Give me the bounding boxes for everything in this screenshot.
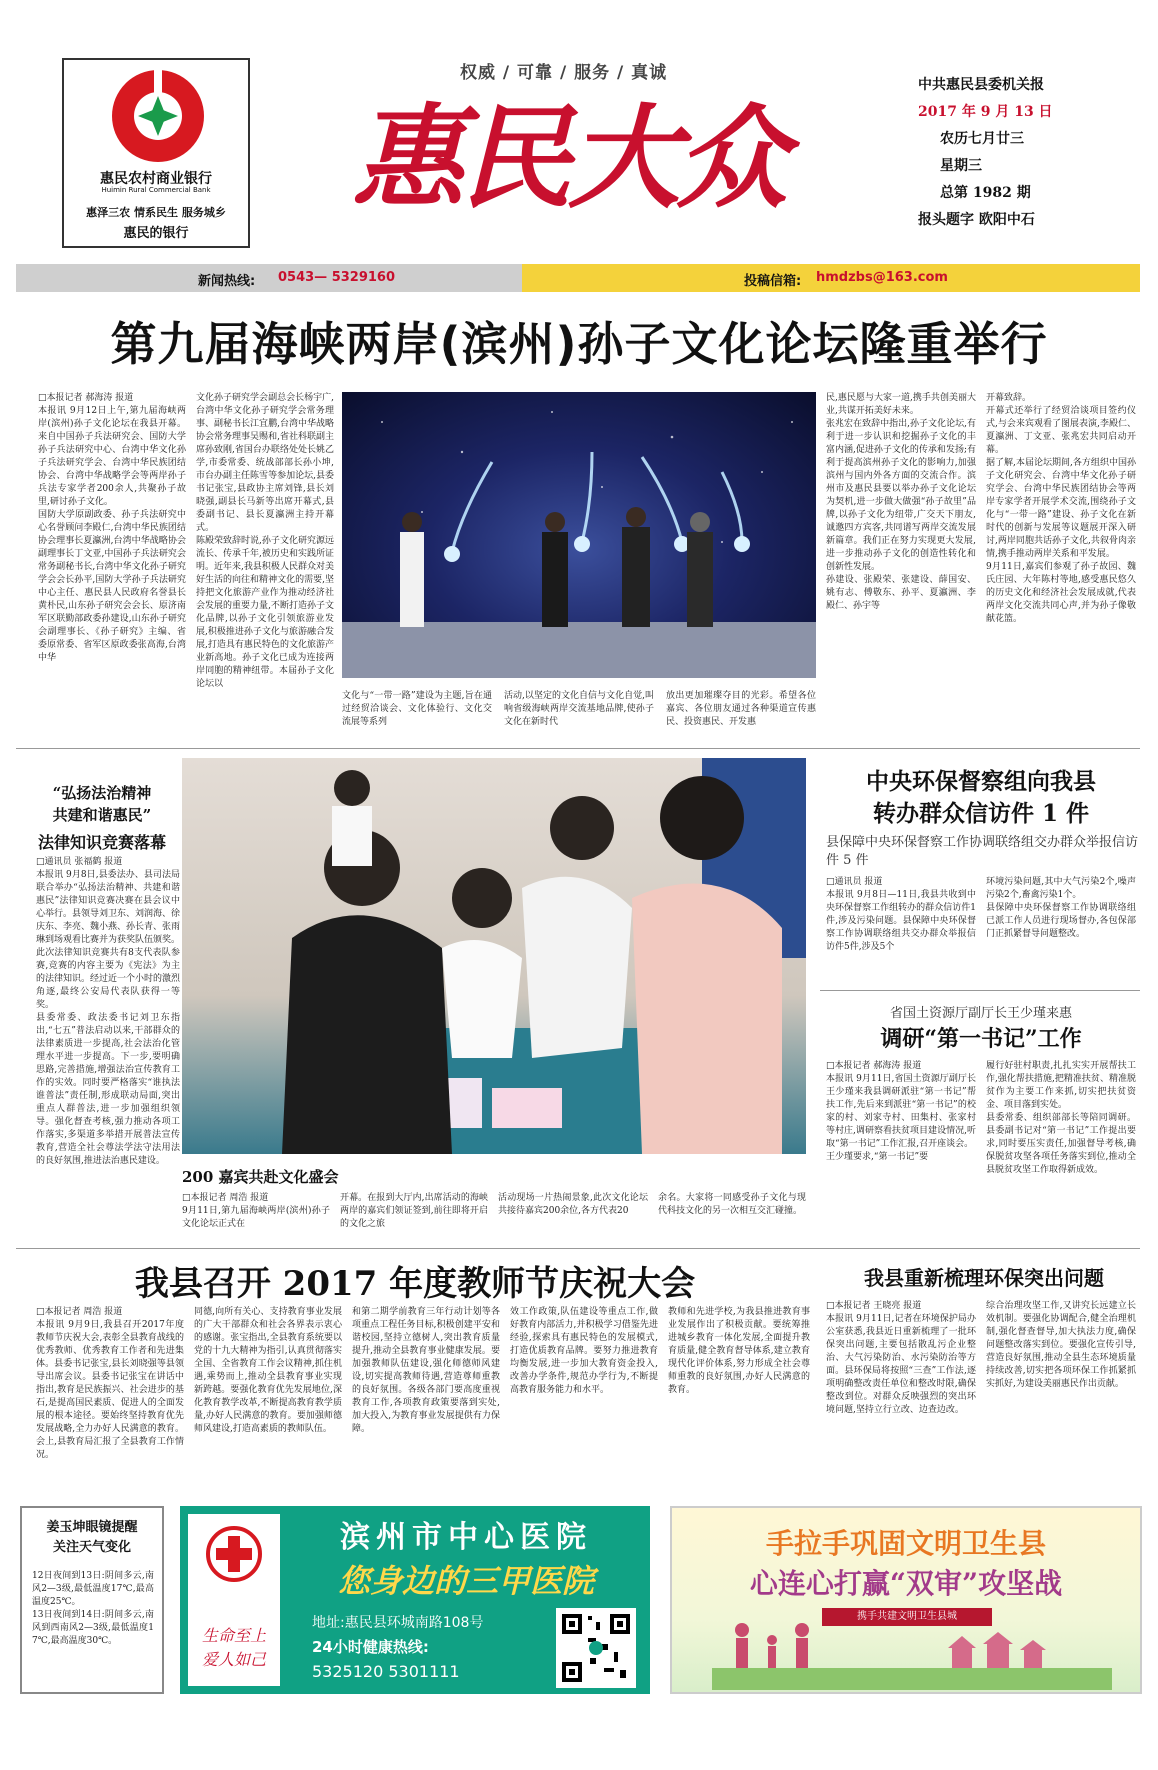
- family-silhouette-icon: [712, 1618, 1112, 1690]
- hospital-cross-icon: [206, 1526, 262, 1582]
- center-photo: [182, 758, 806, 1154]
- civic-ad: [670, 1506, 1142, 1694]
- lead-col-4: 开幕致辞。 开幕式还举行了经贸洽谈项目签约仪式,与会来宾观看了图展表演,李殿仁、夏瀛洲、丁文亚、张兆宏共同启动开幕。 据了解,本届论坛期间,各方组织中国孙子文化研究会、台湾中华文化孙子研究学会、台湾中华民族团结协会等两岸专家学者开展学术交流,围绕孙子文化与“一带一路”建设、孙子文化在新时代的创新与发展等议题展开深入研讨,两岸同胞共话孙子文化,共叙骨肉亲情,携手推动两岸关系和平发展。 9月11日,嘉宾们参观了孙子故园、魏氏庄园、大年陈村等地,感受惠民悠久的历史文化和经济社会发展成就,代表两岸文化交流共同心声,并为孙子像敬献花篮。: [986, 393, 1136, 624]
- bank-logo-icon: [108, 66, 208, 166]
- email-address: hmdzbs@163.com: [816, 270, 948, 285]
- email-label: 投稿信箱:: [744, 274, 802, 289]
- hospital-logo-panel: [188, 1514, 280, 1686]
- center-photo-col-1: □本报记者 周浩 报道 9月11日,第九届海峡两岸(滨州)孙子文化论坛正式在: [182, 1193, 330, 1229]
- hospital-slogan: 您身边的三甲医院: [337, 1562, 594, 1600]
- contact-bar: [16, 264, 1140, 292]
- center-photo-col-4: 余名。大家将一同感受孙子文化与现代科技文化的另一次相互交汇碰撞。: [658, 1193, 806, 1216]
- left-story-body: □通讯员 张福鹤 报道 本报讯 9月8日,县委法办、县司法局联合举办“弘扬法治精神、共建和谐惠民”法律知识竞赛决赛在县会议中心举行。县领导刘卫东、刘润海、徐庆东、李亮、魏小燕、孙长青、张雨琳到场观看比赛并为获奖队伍颁奖。 此次法律知识竞赛共有8支代表队参赛,竞赛的内容主要为《宪法》为主的法律知识。经过近一个小时的激烈角逐,最终公安局代表队获得一等奖。 县委常委、政法委书记刘卫东指出,“七五”普法启动以来,干部群众的法律素质进一步提高,社会法治化管理水平进一步提高。下一步,要明确思路,完善措施,增强法治宣传教育工作的实效。同时要严格落实“谁执法谁普法”责任制,形成联动局面,突出重点人群普法,进一步加强组织领导。强化督查考核,强力推动各项工作落实,多渠道多举措开展普法宣传教育,营造全社会尊法学法守法用法的良好氛围,推进法治惠民建设。: [36, 857, 180, 1166]
- lead-under-photo-2: 活动,以坚定的文化自信与文化自觉,叫响省级海峡两岸交流基地品牌,使孙子文化在新时代: [504, 691, 654, 727]
- left-story-title: 法律知识竞赛落幕: [37, 833, 166, 852]
- weather-box: [20, 1506, 164, 1694]
- teachers-col-2: 同德,向所有关心、支持教育事业发展的广大干部群众和社会各界表示衷心的感谢。张宝指出,全县教育系统要以党的十九大精神为指引,认真贯彻落实全国、全省教育工作会议精神,抓住机遇,乘势而上,推动全县教育事业实现新跨越。要强化教育优先发展地位,深化教育教学改革,不断提高教育教学质量,办好人民满意的教育。要加强师德师风建设,打造高素质的教师队伍。: [194, 1307, 342, 1434]
- masthead-title: 惠民大众: [352, 93, 784, 224]
- bank-slogan: 惠泽三农 情系民生 服务城乡: [86, 206, 226, 219]
- hospital-name: 滨州市中心医院: [340, 1520, 592, 1555]
- weather-body: 12日夜间到13日:阴间多云,南风2—3级,最低温度17℃,最高温度25℃。 13日夜间到14日:阴间多云,南风到西南风2—3级,最低温度17℃,最高温度30℃。: [32, 1571, 154, 1646]
- center-photo-col-3: 活动现场一片热闹景象,此次文化论坛共接待嘉宾200余位,各方代表20: [498, 1193, 648, 1216]
- lead-under-photo-3: 放出更加璀璨夺目的光彩。希望各位嘉宾、各位朋友通过各种渠道宣传惠民、投资惠民、开发惠: [666, 691, 816, 727]
- hospital-motto: 生命至上 爱人如己: [201, 1626, 266, 1669]
- civic-ad-line-1: 手拉手巩固文明卫生县: [765, 1527, 1046, 1560]
- center-photo-col-2: 开幕。在报到大厅内,出席活动的海峡两岸的嘉宾们领证签到,前往即将开启的文化之旅: [340, 1193, 488, 1229]
- hospital-hotline-label: 24小时健康热线:: [312, 1638, 429, 1656]
- hospital-ad: [180, 1506, 650, 1694]
- teachers-col-4: 效工作政策,队伍建设等重点工作,做好教育内部活力,并积极学习借鉴先进经验,探索具有惠民特色的发展模式,打造优质教育品牌。要努力推进教育均衡发展,进一步加大教育资金投入,改善办学条件,规范办学行为,不断提高教育服务能力和水平。: [510, 1307, 658, 1395]
- env-col-1: □本报记者 王晓亮 报道 本报讯 9月11日,记者在环境保护局办公室获悉,我县近日重新梳理了一批环保突出问题,主要包括散乱污企业整治、大气污染防治、水污染防治等方面。县环保局将按照“三查”工作法,逐项明确整改责任单位和整改时限,确保整改到位。对群众反映强烈的突出环境问题,坚持立行立改、边查边改。: [826, 1301, 976, 1415]
- publisher-info: [918, 72, 1148, 234]
- hotline-number: 0543— 5329160: [278, 270, 396, 285]
- right-top-title: 中央环保督察组向我县 转办群众信访件 1 件: [866, 768, 1096, 827]
- divider: [16, 748, 1140, 749]
- lead-col-3: 民,惠民愿与大家一道,携手共创美丽大业,共谋开拓美好未来。 张兆宏在致辞中指出,孙子文化论坛,有利于进一步认识和挖掘孙子文化的丰富内涵,促进孙子文化的传承和发扬;有利于提高滨州孙子文化的影响力,加强滨州与国内外各方面的交流合作。滨州市及惠民县要以举办孙子文化论坛为契机,进一步做大做强“孙子故里”品牌,以孙子文化为纽带,广交天下朋友,诚邀四方宾客,共同谱写两岸交流发展新篇章。我们正在努力实现更大发展,进一步推动孙子文化的创造性转化和创新性发展。 孙建设、张殿荣、张建设、薛国安、姚有志、傅敬东、孙平、夏瀛洲、李殿仁、孙宇等: [826, 393, 976, 611]
- lunar-date: 农历七月廿三: [940, 131, 1024, 147]
- env-headline: 我县重新梳理环保突出问题: [864, 1266, 1104, 1290]
- civic-ad-banner: 携手共建文明卫生县城: [822, 1608, 992, 1626]
- lead-photo: [342, 392, 816, 678]
- issue-date: 2017 年 9 月 13 日: [918, 104, 1053, 120]
- civic-ad-line-2: 心连心打赢“双审”攻坚战: [749, 1567, 1063, 1600]
- qr-code-icon: [556, 1608, 636, 1688]
- center-photo-caption: 200 嘉宾共赴文化盛会: [182, 1168, 339, 1186]
- hotline-label: 新闻热线:: [198, 274, 256, 289]
- bank-ad-box: [62, 58, 250, 248]
- right-mid-col-1: □本报记者 郝海涛 报道 本报讯 9月11日,省国土资源厅副厅长王少瑾来我县调研派驻“第一书记”帮扶工作,先后来到派驻“第一书记”的校家的村、刘家寺村、田集村、张家村等村庄,调研察看扶贫项目建设情况,听取“第一书记”工作汇报,召开座谈会。 王少瑾要求,“第一书记”要: [826, 1061, 976, 1162]
- bank-name: 惠民农村商业银行: [100, 171, 212, 187]
- stage-ceremony-illustration: [342, 392, 816, 678]
- left-story-kicker: “弘扬法治精神 共建和谐惠民”: [52, 784, 152, 824]
- right-top-col-2: 环境污染问题,其中大气污染2个,噪声污染2个,畜禽污染1个。 县保障中央环保督察工作协调联络组已派工作人员进行现场督办,各包保部门正抓紧督导问题整改。: [986, 877, 1136, 939]
- right-top-subtitle: 县保障中央环保督察工作协调联络组交办群众举报信访件 5 件: [826, 835, 1139, 868]
- teachers-headline: 我县召开 2017 年度教师节庆祝大会: [134, 1264, 696, 1304]
- weekday: 星期三: [940, 158, 982, 174]
- lead-under-photo-1: 文化与“一带一路”建设为主题,旨在通过经贸洽谈会、文化体验行、文化交流展等系列: [342, 691, 492, 727]
- bank-tagline: 惠民的银行: [123, 226, 189, 241]
- issue-number: 总第 1982 期: [940, 185, 1031, 201]
- teachers-col-3: 和第二期学前教育三年行动计划等各项重点工程任务目标,积极创建平安和谐校园,坚持立德树人,突出教育质量提升,推动全县教育事业健康发展。要加强教师队伍建设,强化师德师风建设,切实提高教师待遇,营造尊师重教的良好氛围。各级各部门要高度重视教育工作,各项教育政策要落到实处,加大投入,为教育事业发展提供有力保障。: [352, 1307, 500, 1434]
- right-mid-kicker: 省国土资源厅副厅长王少瑾来惠: [889, 1006, 1072, 1021]
- calligraphy-credit: 报头题字 欧阳中石: [918, 212, 1035, 228]
- guest-registration-illustration: [182, 758, 806, 1154]
- bank-name-en: Huimin Rural Commercial Bank: [101, 186, 211, 194]
- divider: [16, 1248, 1140, 1249]
- masthead-motto: 权威 / 可靠 / 服务 / 真诚: [460, 63, 668, 83]
- hospital-phones: 5325120 5301111: [312, 1662, 460, 1681]
- teachers-col-1: □本报记者 周浩 报道 本报讯 9月9日,我县召开2017年度教师节庆祝大会,表彰全县教育战线的优秀教师、优秀教育工作者和先进集体。县委书记张宝,县长刘晓强等县领导出席会议。县委书记张宝在讲话中指出,教育是民族振兴、社会进步的基石,是提高国民素质、促进人的全面发展的根本途径。要始终坚持教育优先发展战略,全力办好人民满意的教育。会上,县教育局汇报了全县教育工作情况。: [36, 1307, 184, 1460]
- right-top-col-1: □通讯员 报道 本报讯 9月8日—11日,我县共收到中央环保督察工作组转办的群众信访件1件,涉及污染问题。县保障中央环保督察工作协调联络组共交办群众举报信访件5件,涉及5个: [826, 877, 976, 952]
- org-name: 中共惠民县委机关报: [918, 77, 1044, 93]
- lead-col-1: □本报记者 郝海涛 报道 本报讯 9月12日上午,第九届海峡两岸(滨州)孙子文化论坛在我县开幕。来自中国孙子兵法研究会、国防大学孙子兵法研究中心、台湾中华文化孙子兵法研究学会、台湾中华民族团结协会、台湾中华战略学会等两岸孙子兵法专家学者200余人,共聚孙子故里,研讨孙子文化。 国防大学原副政委、孙子兵法研究中心名誉顾问李殿仁,台湾中华民族团结协会理事长夏瀛洲,台湾中华战略协会副理事长丁文亚,中国孙子兵法研究会常务副秘书长,台湾中华文化孙子研究学会会长孙平,国防大学孙子兵法研究中心主任、惠民县人民政府名誉县长黄朴民,山东孙子研究会会长、原济南军区联勤部政委孙建设,山东孙子研究会副理事长、《孙子研究》主编、省委原常委、省军区原政委张高海,台湾中华: [38, 393, 186, 663]
- teachers-col-5: 教师和先进学校,为我县推进教育事业发展作出了积极贡献。要统筹推进城乡教育一体化发展,全面提升教育质量,健全教育督导体系,建立教育现代化评价体系,努力形成全社会尊师重教的良好氛围,办好人民满意的教育。: [668, 1307, 810, 1395]
- lead-col-2: 文化孙子研究学会副总会长杨宇广,台湾中华文化孙子研究学会常务理事、副秘书长江宜鹏,台湾中华战略协会常务理事吴赐和,省社科联副主席孙致刚,省国台办联络处处长姚乙学,市委常委、统战部部长孙小坤,市台办副主任陈雪等参加论坛,县委书记张宝,县政协主席刘锋,县长刘晓强,副县长马新等出席开幕式,县委副书记、县长夏瀛洲主持开幕式。 陈殿荣致辞时说,孙子文化研究源远流长、传承千年,被历史和实践所证明。近年来,我县积极人民群众对美好生活的向往和精神文化的需要,坚持把文化旅游产业作为推动经济社会发展的重要力量,不断打造孙子文化品牌,以孙子文化引领旅游业发展,积极推进孙子文化与旅游融合发展,打造具有惠民特色的文化旅游产业新高地。孙子文化已成为连接两岸同胞的精神纽带。本届孙子文化论坛以: [196, 393, 334, 689]
- hospital-address: 地址:惠民县环城南路108号: [312, 1615, 484, 1631]
- right-mid-col-2: 履行好驻村职责,扎扎实实开展帮扶工作,强化帮扶措施,把精准扶贫、精准脱贫作为主要工作来抓,切实把扶贫资金、项目落到实处。 县委常委、组织部部长等陪同调研。县委副书记对“第一书记”工作提出要求,同时要压实责任,加强督导考核,确保脱贫攻坚各项任务落实到位,推动全县脱贫攻坚工作取得新成效。: [986, 1061, 1136, 1175]
- lead-headline: 第九届海峡两岸(滨州)孙子文化论坛隆重举行: [110, 317, 1048, 371]
- env-col-2: 综合治理攻坚工作,又讲究长远建立长效机制。要强化协调配合,健全治理机制,强化督查督导,加大执法力度,确保问题整改落实到位。要强化宣传引导,营造良好氛围,推动全县生态环境质量持续改善,切实把各项环保工作抓紧抓实抓好,为建设美丽惠民作出贡献。: [986, 1301, 1136, 1389]
- weather-title: 姜玉坤眼镜提醒 关注天气变化: [46, 1520, 138, 1555]
- divider: [820, 990, 1140, 991]
- right-mid-title: 调研“第一书记”工作: [880, 1026, 1082, 1052]
